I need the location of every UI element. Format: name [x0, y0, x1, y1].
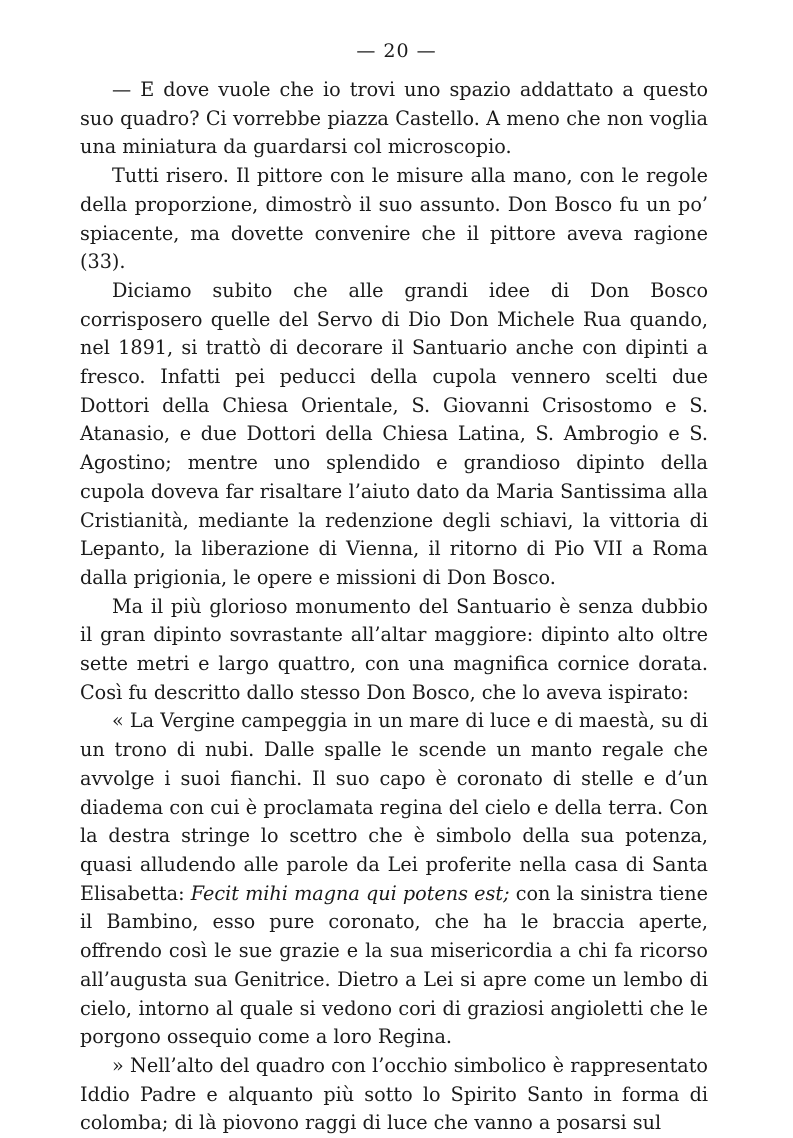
quote-text-after: con la sinistra tiene il Bambino, esso pure coronato, che ha le braccia aperte, offrendo così le sue grazie e la sua misericordia a chi fa ricorso all’augusta sua Genitrice. Dietro a Lei si apre come un lembo di cielo, intorno al quale si vedono cori di graziosi angioletti che le porgono ossequio come a loro Regina. — [80, 881, 708, 1049]
body-text — [80, 76, 708, 1138]
paragraph-dialogue: — E dove vuole che io trovi uno spazio addattato a questo suo quadro? Ci vorrebbe piazza Castello. A meno che non voglia una miniatura da guardarsi col microscopio. — [80, 78, 708, 159]
latin-quote: Fecit mihi magna qui potens est; — [190, 881, 510, 905]
paragraph-main-painting: Ma il più glorioso monumento del Santuario è senza dubbio il gran dipinto sovrastante all’altar maggiore: dipinto alto oltre sette metri e largo quattro, con una magnifica cornice dorata. Così fu descritto dallo stesso Don Bosco, che lo aveva ispirato: — [80, 594, 708, 704]
paragraph-description-father: » Nell’alto del quadro con l’occhio simbolico è rappresentato Iddio Padre e alquanto più sotto lo Spirito Santo in forma di colomba; di là piovono raggi di luce che vanno a posarsi sul — [80, 1053, 708, 1135]
quote-text-before: « La Vergine campeggia in un mare di luce e di maestà, su di un trono di nubi. Dalle spalle le scende un manto regale che avvolge i suoi fianchi. Il suo capo è coronato di stelle e d’un diadema con cui è proclamata regina del cielo e della terra. Con la destra stringe lo scettro che è simbolo della sua potenza, quasi alludendo alle parole da Lei proferite nella casa di Santa Elisabetta: — [80, 709, 708, 905]
paragraph-description-virgin — [80, 707, 708, 1051]
paragraph-laughter: Tutti risero. Il pittore con le misure alla mano, con le regole della proporzione, dimostrò il suo assunto. Don Bosco fu un po’ spiacente, ma dovette convenire che il pittore aveva ragione (33). — [80, 164, 708, 274]
paragraph-don-rua: Diciamo subito che alle grandi idee di Don Bosco corrisposero quelle del Servo di Dio Don Michele Rua quando, nel 1891, si trattò di decorare il Santuario anche con dipinti a fresco. Infatti pei peducci della cupola vennero scelti due Dottori della Chiesa Orientale, S. Giovanni Crisostomo e S. Atanasio, e due Dottori della Chiesa Latina, S. Ambrogio e S. Agostino; mentre uno splendido e grandioso dipinto della cupola doveva far risaltare l’aiuto dato da Maria Santissima alla Cristianità, mediante la redenzione degli schiavi, la vittoria di Lepanto, la liberazione di Vienna, il ritorno di Pio VII a Roma dalla prigionia, le opere e missioni di Don Bosco. — [80, 278, 708, 589]
page-number: — 20 — — [356, 40, 437, 62]
